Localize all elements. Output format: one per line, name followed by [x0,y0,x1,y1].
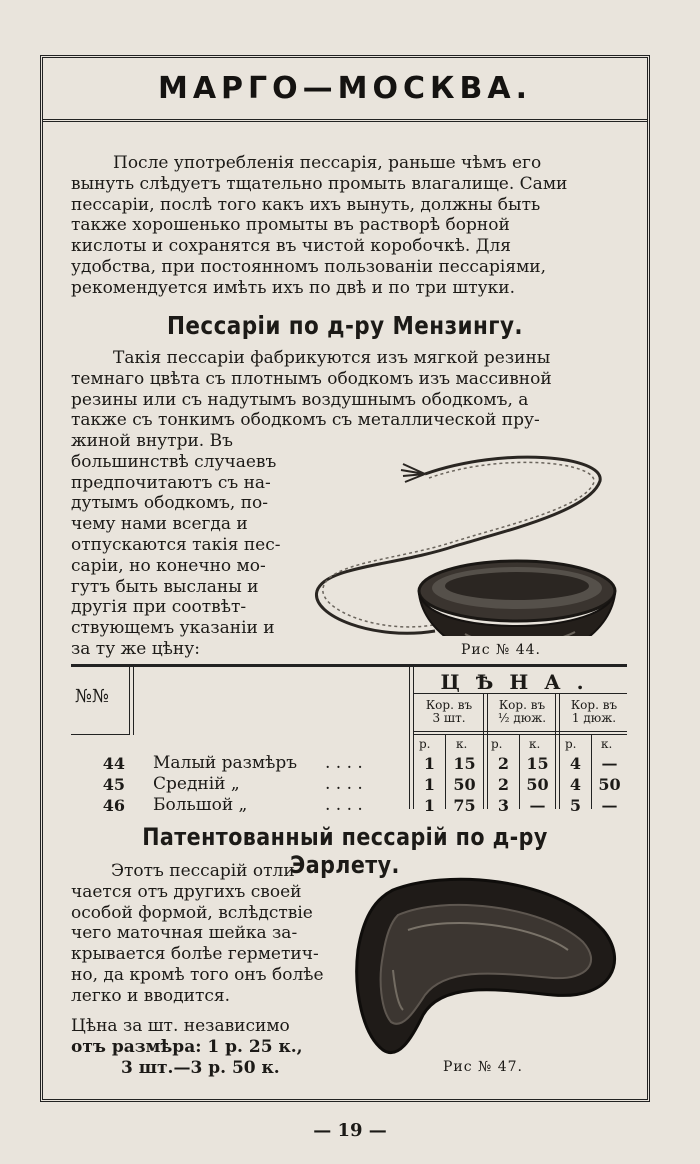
section1-narrow-paragraph [71,431,303,660]
narrow-line: чему нами всегда и [71,514,248,535]
price-cell: 15 [526,754,549,773]
table-rule [483,694,484,809]
section2-title: Патентованный пессарій по д-ру Эарлету. [142,823,548,879]
table-rule [413,734,627,735]
section2-line: но, да кромѣ того онъ болѣе [71,964,324,985]
intro-line-text: После употребленія пессарія, раньше чѣмъ его [113,153,542,173]
price-cell: 50 [526,775,549,794]
price-line: отъ размѣра: 1 р. 25 к., [71,1036,303,1057]
section1-paragraph [71,348,627,431]
row-dots: . . . . [325,795,363,815]
unit-k: к. [456,737,468,751]
row-num: 46 [102,796,125,815]
section2-line: особой формой, вслѣдствіе [71,902,313,923]
price-cell: — [529,796,546,815]
col3-header-line1: Кор. въ [570,698,618,712]
col3-header [561,699,627,725]
narrow-line: гутъ быть высланы и [71,576,259,597]
unit-r: р. [419,737,431,751]
row-name: Малый размѣръ [153,753,298,773]
section2-line: чается отъ другихъ своей [71,881,302,902]
intro-line: также хорошенько промыты въ растворѣ борной [71,215,510,236]
price-cell: 75 [453,796,476,815]
unit-k: к. [529,737,541,751]
narrow-line: за ту же цѣну: [71,638,200,659]
unit-r: р. [565,737,577,751]
section2-paragraph [71,861,349,1007]
row-name: Средній „ [153,774,240,794]
figure-47-caption: Рис № 47. [443,1059,524,1075]
section1-line: резины или съ надутымъ воздушнымъ ободкомъ, а [71,389,529,410]
price-cell: 1 [423,796,436,815]
table-rule [71,734,129,735]
col2-header-line2: ½ дюж. [497,711,547,725]
intro-paragraph [71,153,627,299]
price-cell: 4 [569,775,582,794]
row-name: Большой „ [153,795,248,815]
price-line: 3 шт.—3 р. 50 к. [121,1057,280,1078]
table-top-rule [71,664,627,667]
intro-line [71,153,627,174]
section2-line: чего маточная шейка за- [71,923,298,944]
price-cell: — [601,796,618,815]
col3-header-line2: 1 дюж. [571,711,617,725]
price-cell: 2 [497,754,510,773]
header-title: МАРГО—МОСКВА. [157,71,533,106]
price-line: Цѣна за шт. независимо [71,1016,290,1036]
figure-44-caption: Рис № 44. [461,642,542,658]
price-cell: 2 [497,775,510,794]
menzing-pessary-illustration [305,436,625,636]
narrow-line: другія при соотвѣт- [71,597,247,618]
row-dots: . . . . [325,774,363,794]
table-rule [413,731,627,732]
page-header [43,58,647,122]
earlet-pessary-illustration [353,870,623,1060]
price-cell: 1 [423,775,436,794]
intro-line: кислоты и сохранятся въ чистой коробочкѣ. Для [71,236,512,257]
unit-k: к. [601,737,613,751]
table-price-header: ЦѢНА. [440,670,600,694]
price-cell: 15 [453,754,476,773]
narrow-line: большинствѣ случаевъ [71,451,277,472]
narrow-line: саріи, но конечно мо- [71,555,266,576]
table-rule [555,694,556,809]
price-cell: 50 [598,775,621,794]
section2-price [71,1016,349,1078]
price-cell: — [601,754,618,773]
page-number: — 19 — [313,1120,387,1141]
narrow-line: предпочитаютъ съ на- [71,472,271,493]
col2-header [489,699,555,725]
col1-header [416,699,482,725]
intro-line: рекомендуется имѣть ихъ по двѣ и по три штуки. [71,277,515,298]
section2-line [71,861,349,882]
intro-line: удобства, при постоянномъ пользованіи пессаріями, [71,256,547,277]
page-frame [40,55,650,1102]
price-cell: 4 [569,754,582,773]
price-cell: 50 [453,775,476,794]
section1-line: темнаго цвѣта съ плотнымъ ободкомъ изъ массивной [71,368,552,389]
col1-header-line2: 3 шт. [432,711,466,725]
section2-line-text: Этотъ пессарій отли- [111,861,301,881]
section2-line: легко и вводится. [71,985,230,1006]
col2-header-line1: Кор. въ [498,698,546,712]
price-table [71,664,627,815]
narrow-line: ствующемъ указаніи и [71,618,275,639]
unit-r: р. [491,737,503,751]
price-cell: 3 [497,796,510,815]
section1-line: также съ тонкимъ ободкомъ съ металлической пру- [71,410,540,431]
price-cell: 5 [569,796,582,815]
table-rule [133,667,134,735]
section1-line-text: Такія пессаріи фабрикуются изъ мягкой резины [113,348,551,368]
price-cell: 1 [423,754,436,773]
table-rule [409,667,410,809]
intro-line: пессаріи, послѣ того какъ ихъ вынуть, должны быть [71,194,541,215]
narrow-line: дутымъ ободкомъ, по- [71,493,269,514]
row-num: 44 [102,754,125,773]
table-num-header: №№ [75,686,110,707]
row-num: 45 [102,775,125,794]
section2-line: крывается болѣе герметич- [71,944,319,965]
col1-header-line1: Кор. въ [425,698,473,712]
section1-line [71,348,627,369]
narrow-line: жиной внутри. Въ [71,431,233,451]
narrow-line: отпускаются такія пес- [71,534,281,555]
intro-line: вынуть слѣдуетъ тщательно промыть влагалище. Сами [71,173,568,194]
section1-title: Пессаріи по д-ру Мензингу. [166,311,524,340]
table-rule [129,667,130,735]
row-dots: . . . . [325,753,363,773]
